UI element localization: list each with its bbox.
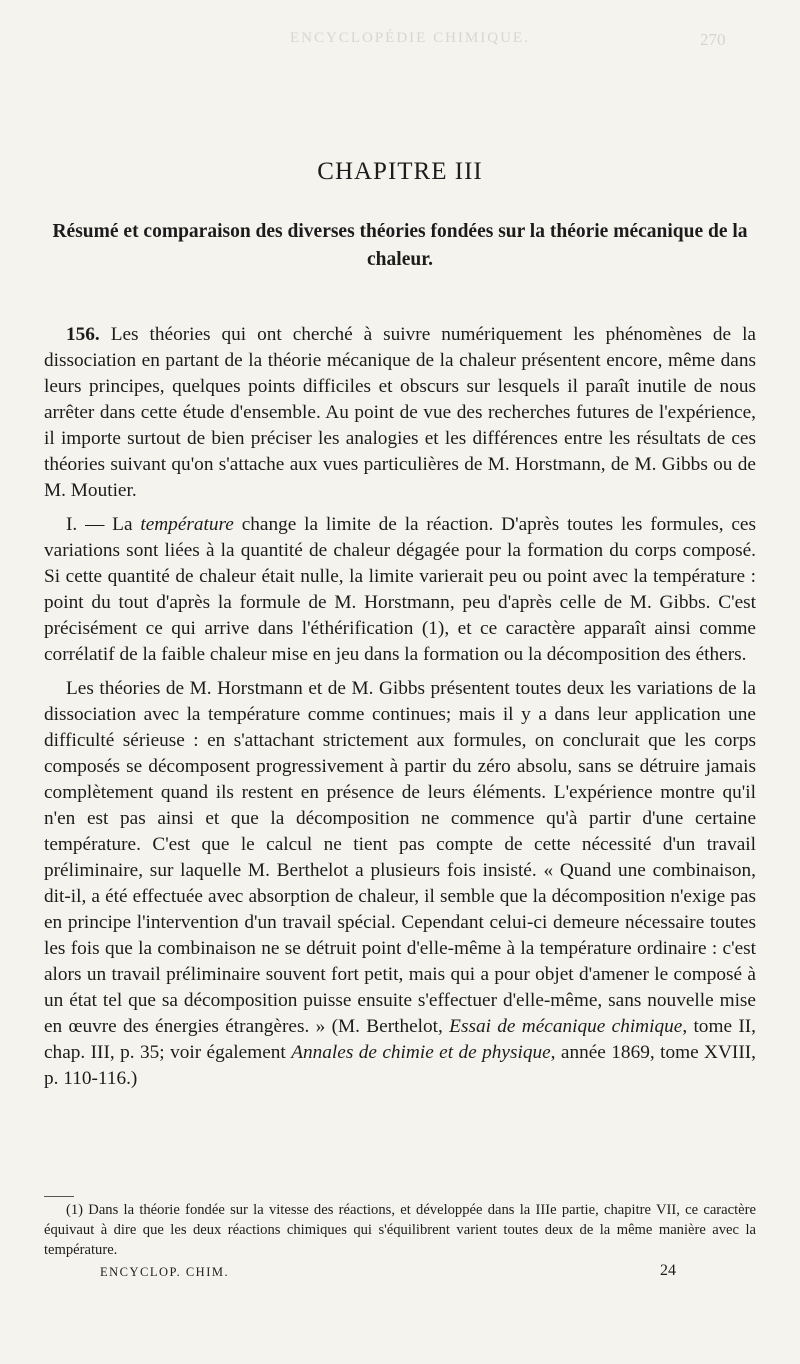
paragraph-text: change la limite de la réaction. D'après toutes les formules, ces variations sont liées à la quantité de chaleur dégagée pour la formation du corps composé. Si cette quantité de chaleur était nulle, la limite varierait peu ou point avec la température : point du tout d'après la formule de M. Horstmann, peu d'après celle de M. Gibbs. C'est précisément ce qui arrive dans l'éthérification (1), et ce caractère apparaît ainsi comme corrélatif de la faible chaleur mise en jeu dans la formation ou la décomposition des éthers. [44,514,756,665]
paragraph-156 [44,322,756,504]
footer-signature: ENCYCLOP. CHIM. [100,1265,230,1279]
section-title: Résumé et comparaison des diverses théories fondées sur la théorie mécanique de la chaleur. [52,221,748,270]
italic-term: température [140,514,234,535]
paragraph-text: Les théories de M. Horstmann et de M. Gibbs présentent toutes deux les variations de la dissociation avec la température comme continues; mais il y a dans leur application une difficulté sérieuse : en s'attachant strictement aux formules, on conclurait que les corps composés se décomposent progressivement à partir du zéro absolu, sans se détruire jamais complètement quand ils restent en présence de leurs éléments. L'expérience montre qu'il n'en est pas ainsi et que la décomposition ne commence qu'à partir d'une certaine température. C'est que le calcul ne tient pas compte de cette nécessité d'un travail préliminaire, sur laquelle M. Berthelot a plusieurs fois insisté. « Quand une combinaison, dit-il, a été effectuée avec absorption de chaleur, il semble que la décomposition n'exige pas en principe l'intervention d'un travail spécial. Cependant celui-ci demeure nécessaire toutes les fois que la combinaison ne se détruit point d'elle-même à la température ordinaire : c'est alors un travail préliminaire souvent fort petit, mais qui a pour objet d'amener le composé à un état tel que sa décomposition puisse ensuite s'effectuer d'elle-même, sans nouvelle mise en œuvre des énergies étrangères. » (M. Berthelot, [44,678,756,1037]
paragraph-horstmann-gibbs [44,676,756,1092]
bleed-through-running-header: ENCYCLOPÉDIE CHIMIQUE. [290,30,530,46]
paragraph-lead: I. — La [66,514,141,535]
footnote-rule [44,1196,74,1197]
italic-citation: Annales de chimie et de physique [291,1042,551,1063]
paragraph-number: 156. [66,324,100,345]
chapter-heading: CHAPITRE III [317,158,483,185]
footnote [44,1200,756,1260]
paragraph-temperature [44,512,756,668]
paragraph-text: Les théories qui ont cherché à suivre numériquement les phénomènes de la dissociation en partant de la théorie mécanique de la chaleur présentent encore, même dans leurs principes, quelques points difficiles et obscurs sur lesquels il paraît inutile de nous arrêter dans cette étude d'ensemble. Au point de vue des recherches futures de l'expérience, il importe surtout de bien préciser les analogies et les différences entre les résultats de ces théories suivant qu'on s'attache aux vues particulières de M. Horstmann, de M. Gibbs ou de M. Moutier. [44,324,756,501]
body-text [44,322,756,1092]
footer-sheet-number: 24 [660,1262,676,1279]
footnote-text: (1) Dans la théorie fondée sur la vitesse des réactions, et développée dans la IIIe partie, chapitre VII, ce caractère équivaut à dire que les deux réactions chimiques qui s'équilibrent varient toutes deux de la même manière avec la température. [44,1202,756,1258]
italic-citation: Essai de mécanique chimique [449,1016,683,1037]
paragraph-text: , année 1869, tome XVIII, p. 110-116.) [44,1042,756,1089]
bleed-through-page-number: 270 [700,30,726,49]
paragraph-text: , tome II, chap. III, p. 35; voir également [44,1016,756,1063]
